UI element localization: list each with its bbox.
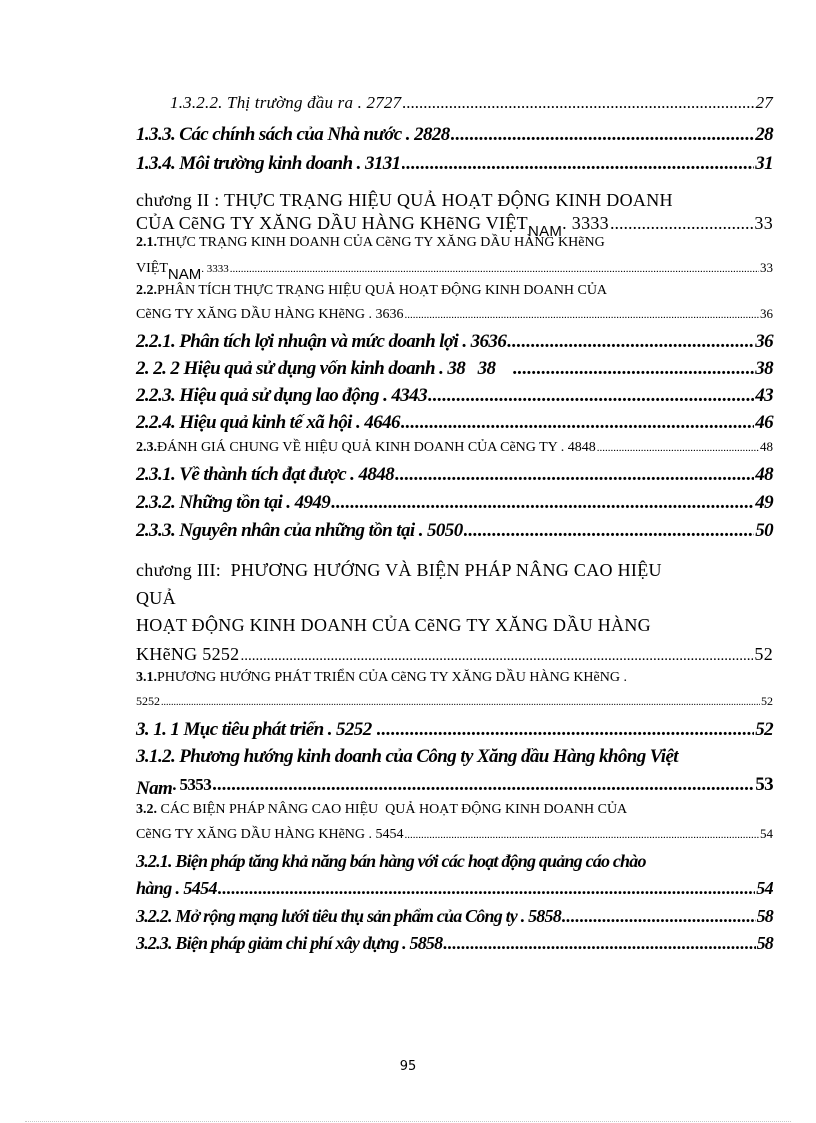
toc-entry[interactable] (136, 520, 773, 542)
toc-chapter-heading[interactable] (136, 588, 773, 609)
toc-entry-title: chương III: PHƯƠNG HƯỚNG VÀ BIỆN PHÁP NÂNG CAO HIỆU (136, 560, 662, 580)
toc-entry-number: 2.1. (136, 235, 157, 250)
toc-entry-title: 2.2.1. Phân tích lợi nhuận và mức doanh lợi . 3636 (136, 331, 507, 352)
toc-entry-page: 54 (760, 826, 773, 841)
toc-leader-dots (402, 93, 754, 113)
toc-entry-page: 43 (755, 385, 773, 406)
toc-entry-page: 52 (754, 644, 773, 664)
toc-entry[interactable] (136, 492, 773, 514)
toc-entry-title: CỦA CẽNG TY XĂNG DẦU HÀNG KHẽNG VIỆT (136, 213, 528, 233)
toc-entry[interactable] (136, 306, 773, 323)
toc-entry-title: CÁC BIỆN PHÁP NÂNG CAO HIỆU QUẢ HOẠT ĐỘNG KINH DOANH CỦA (157, 802, 628, 817)
toc-leader-dots (402, 153, 755, 175)
toc-entry-page: 52 (761, 694, 773, 708)
toc-entry-page: 33 (760, 260, 773, 275)
toc-leader-dots (161, 697, 760, 708)
toc-entry-page: 58 (756, 906, 773, 926)
toc-entry-title: 1.3.2.2. Thị trường đầu ra . 2727 (170, 93, 402, 112)
toc-entry[interactable] (136, 124, 773, 146)
toc-entry-title-tail: . 5353 (172, 775, 212, 794)
toc-entry-title: 2.3.2. Những tồn tại . 4949 (136, 492, 331, 513)
toc-leader-dots (464, 520, 755, 542)
toc-entry-title: PHÂN TÍCH THỰC TRẠNG HIỆU QUẢ HOẠT ĐỘNG KINH DOANH CỦA (157, 283, 608, 298)
toc-entry-page: 50 (755, 520, 773, 541)
toc-entry-title: 2.2.3. Hiệu quả sử dụng lao động . 4343 (136, 385, 427, 406)
toc-entry-title: 5252 (136, 694, 160, 708)
toc-entry-page: 48 (755, 464, 773, 485)
toc-entry-page: 36 (760, 306, 773, 321)
toc-entry-title: 1.3.3. Các chính sách của Nhà nước . 2828 (136, 124, 450, 145)
toc-entry-page: 52 (755, 719, 773, 740)
toc-entry-page: 27 (755, 93, 773, 112)
toc-leader-dots (405, 829, 759, 841)
toc-entry-title: Nam (136, 778, 173, 799)
toc-entry-subscript: NAM (527, 223, 563, 240)
toc-entry[interactable] (136, 694, 773, 709)
toc-leader-dots (513, 358, 754, 380)
toc-entry[interactable] (136, 385, 773, 407)
toc-entry[interactable] (136, 464, 773, 486)
toc-entry[interactable] (136, 283, 773, 299)
toc-leader-dots (405, 309, 759, 321)
toc-entry[interactable] (136, 358, 773, 380)
toc-entry-number: 2.2. (136, 283, 157, 298)
toc-entry-number: 3.2. (136, 802, 157, 817)
toc-leader-dots (443, 933, 755, 954)
toc-entry[interactable] (136, 719, 773, 741)
toc-leader-dots (597, 442, 759, 454)
toc-leader-dots (401, 412, 754, 434)
toc-chapter-heading[interactable] (136, 190, 773, 211)
toc-entry-title: 3.1.2. Phương hướng kinh doanh của Công ty Xăng dầu Hàng không Việt (136, 746, 678, 767)
toc-entry-title: PHƯƠNG HƯỚNG PHÁT TRIỂN CỦA CẽNG TY XĂNG DẦU HÀNG KHẽNG . (157, 670, 627, 685)
toc-leader-dots (395, 464, 754, 486)
toc-entry-title: HOẠT ĐỘNG KINH DOANH CỦA CẽNG TY XĂNG DẦU HÀNG (136, 615, 651, 635)
toc-chapter-heading[interactable] (136, 615, 773, 636)
toc-entry-number: 2.3. (136, 440, 157, 455)
toc-entry[interactable] (136, 878, 773, 899)
toc-entry-page: 53 (755, 774, 773, 795)
toc-entry-page: 31 (755, 153, 773, 174)
toc-entry-title: QUẢ (136, 588, 176, 608)
toc-leader-dots (331, 492, 754, 514)
page-bottom-border (25, 1121, 791, 1122)
toc-entry-subscript: NAM (167, 266, 202, 283)
toc-entry-title: 3.2.3. Biện pháp giảm chi phí xây dựng . 5858 (136, 933, 443, 953)
toc-entry[interactable] (136, 826, 773, 843)
toc-entry-title-tail: . 3333 (562, 213, 609, 233)
toc-entry-page: 54 (756, 878, 773, 898)
toc-entry[interactable] (136, 802, 773, 818)
toc-entry-page: 58 (756, 933, 773, 953)
toc-entry-title: 2.3.1. Về thành tích đạt được . 4848 (136, 464, 395, 485)
toc-leader-dots (428, 385, 754, 407)
toc-entry-number: 3.1. (136, 670, 157, 685)
toc-entry-title: KHẽNG 5252 (136, 644, 240, 664)
toc-entry[interactable] (136, 235, 773, 251)
toc-leader-dots (230, 263, 759, 275)
toc-entry[interactable] (136, 439, 773, 456)
toc-entry-page: 48 (760, 439, 773, 454)
toc-entry[interactable] (136, 933, 773, 954)
toc-entry[interactable] (136, 153, 773, 175)
toc-entry-page: 28 (755, 124, 773, 145)
toc-leader-dots (451, 124, 755, 146)
toc-entry[interactable] (136, 93, 773, 113)
toc-entry-page: 38 (755, 358, 773, 379)
toc-entry-title: 1.3.4. Môi trường kinh doanh . 3131 (136, 153, 401, 174)
toc-leader-dots (377, 719, 754, 741)
toc-entry-title: 2.2.4. Hiệu quả kinh tế xã hội . 4646 (136, 412, 400, 433)
toc-leader-dots (218, 878, 755, 899)
toc-entry-title: ĐÁNH GIÁ CHUNG VỀ HIỆU QUẢ KINH DOANH CỦA CẽNG TY . 4848 (157, 440, 596, 455)
toc-entry[interactable] (136, 331, 773, 353)
toc-leader-dots (507, 331, 754, 353)
toc-entry-title: THỰC TRẠNG KINH DOANH CỦA CẽNG TY XĂNG DẦU HÀNG KHẽNG (157, 235, 605, 250)
toc-entry-page: 46 (755, 412, 773, 433)
toc-entry-title: hàng . 5454 (136, 878, 217, 898)
toc-entry-page: 49 (755, 492, 773, 513)
toc-entry[interactable] (136, 670, 773, 686)
toc-entry[interactable] (136, 259, 773, 283)
toc-chapter-heading[interactable] (136, 560, 773, 581)
toc-entry-page: 36 (755, 331, 773, 352)
toc-entry-title: 3. 1. 1 Mục tiêu phát triển . 5252 (136, 719, 376, 740)
toc-entry[interactable] (136, 906, 773, 927)
toc-entry-title: 2. 2. 2 Hiệu quả sử dụng vốn kinh doanh . 38 38 (136, 358, 513, 379)
toc-entry[interactable] (136, 412, 773, 434)
toc-entry-title-tail: . 3333 (201, 263, 229, 275)
page-number: 95 (399, 1059, 417, 1074)
toc-leader-dots (241, 648, 754, 665)
toc-entry-page: 33 (754, 213, 773, 233)
toc-entry-title: VIỆT (136, 261, 168, 276)
toc-entry-title: 2.3.3. Nguyên nhân của những tồn tại . 5050 (136, 520, 463, 541)
toc-leader-dots (562, 906, 756, 927)
toc-entry[interactable] (136, 851, 773, 872)
toc-entry[interactable] (136, 774, 773, 799)
toc-entry-title: 3.2.1. Biện pháp tăng khả năng bán hàng với các hoạt động quảng cáo chào (136, 851, 646, 871)
toc-entry[interactable] (136, 746, 773, 768)
toc-leader-dots (610, 213, 753, 234)
toc-entry[interactable] (136, 644, 773, 665)
toc-entry-title: 3.2.2. Mở rộng mạng lưới tiêu thụ sản phẩm của Công ty . 5858 (136, 906, 561, 926)
toc-entry-title: CẽNG TY XĂNG DẦU HÀNG KHẽNG . 5454 (136, 827, 404, 842)
toc-entry-title: chương II : THỰC TRẠNG HIỆU QUẢ HOẠT ĐỘNG KINH DOANH (136, 190, 673, 210)
toc-leader-dots (212, 774, 754, 796)
toc-entry-title: CẽNG TY XĂNG DẦU HÀNG KHẽNG . 3636 (136, 307, 404, 322)
toc-entry[interactable] (136, 213, 773, 240)
